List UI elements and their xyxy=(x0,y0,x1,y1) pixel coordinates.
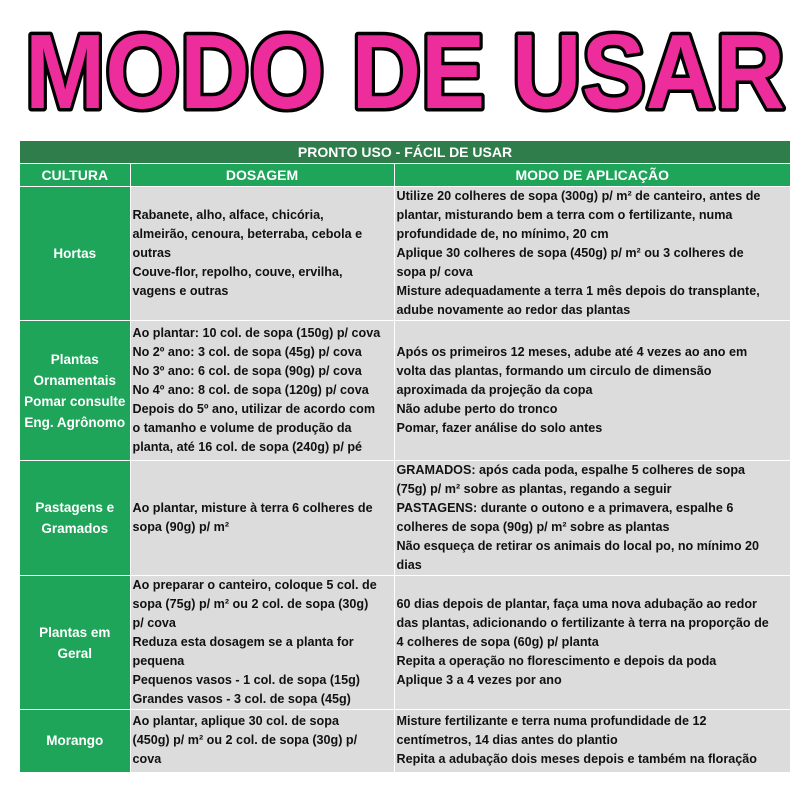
table-row xyxy=(20,461,790,576)
dosage-cell xyxy=(130,576,394,710)
culture-cell xyxy=(20,576,130,710)
culture-cell-line: Gramados xyxy=(41,521,109,536)
dosage-cell-line: o tamanho e volume de produção da xyxy=(132,421,352,435)
dosage-cell-line: p/ cova xyxy=(132,616,176,630)
application-cell-line: Não esqueça de retirar os animais do local po, no mínimo 20 xyxy=(396,539,760,553)
application-cell-line: Misture fertilizante e terra numa profundidade de 12 xyxy=(396,714,707,729)
dosage-cell-line: cova xyxy=(132,752,162,767)
dosage-cell-line: Pequenos vasos - 1 col. de sopa (15g) xyxy=(132,673,360,687)
table-row xyxy=(20,710,790,772)
application-cell-line: Após os primeiros 12 meses, adube até 4 vezes ao ano em xyxy=(396,345,748,359)
dosage-cell-line: outras xyxy=(132,246,171,260)
application-cell-line: (75g) p/ m² sobre as plantas, regando a seguir xyxy=(396,482,672,496)
application-cell-line: profundidade de, no mínimo, 20 cm xyxy=(396,227,609,241)
culture-cell xyxy=(20,461,130,576)
column-header-dosagem: DOSAGEM xyxy=(130,164,394,187)
application-cell-line: 4 colheres de sopa (60g) p/ planta xyxy=(396,635,599,649)
table-row xyxy=(20,576,790,710)
culture-cell-line: Geral xyxy=(57,645,93,661)
dosage-cell xyxy=(130,321,394,461)
table-row xyxy=(20,187,790,321)
culture-cell-line: Hortas xyxy=(53,246,97,261)
application-cell-line: adube novamente ao redor das plantas xyxy=(396,303,631,317)
column-header-modo-aplicacao: MODO DE APLICAÇÃO xyxy=(394,164,790,187)
page-title-text: MODO DE USAR xyxy=(25,22,785,122)
application-cell-line: aproximada da projeção da copa xyxy=(396,383,593,397)
culture-cell-line: Morango xyxy=(46,733,104,749)
table-body xyxy=(20,187,790,772)
culture-cell xyxy=(20,321,130,461)
application-cell xyxy=(394,187,790,321)
application-cell-line: dias xyxy=(396,558,422,572)
application-cell-line: Não adube perto do tronco xyxy=(396,402,558,416)
application-cell xyxy=(394,321,790,461)
column-header-cultura: CULTURA xyxy=(20,164,130,187)
application-cell-line: Repita a adubação dois meses depois e também na floração xyxy=(396,752,757,767)
dosage-cell-line: No 2º ano: 3 col. de sopa (45g) p/ cova xyxy=(132,345,362,359)
application-cell-line: Pomar, fazer análise do solo antes xyxy=(396,421,603,435)
application-cell-line: Utilize 20 colheres de sopa (300g) p/ m² de canteiro, antes de xyxy=(396,189,761,203)
application-cell xyxy=(394,576,790,710)
culture-cell-line: Pastagens e xyxy=(35,500,115,515)
dosage-cell-line: sopa (75g) p/ m² ou 2 col. de sopa (30g) xyxy=(132,597,369,611)
table-banner: PRONTO USO - FÁCIL DE USAR xyxy=(20,141,790,164)
culture-cell xyxy=(20,710,130,772)
dosage-cell-line: No 3º ano: 6 col. de sopa (90g) p/ cova xyxy=(132,364,362,378)
dosage-cell-line: planta, até 16 col. de sopa (240g) p/ pé xyxy=(132,440,363,454)
application-cell-line: GRAMADOS: após cada poda, espalhe 5 colheres de sopa xyxy=(396,463,746,477)
dosage-cell-line: Reduza esta dosagem se a planta for xyxy=(132,635,354,649)
culture-cell xyxy=(20,187,130,321)
culture-cell-line: Plantas em xyxy=(39,624,111,640)
dosage-cell-line: Grandes vasos - 3 col. de sopa (45g) xyxy=(132,692,351,706)
dosage-cell-line: No 4º ano: 8 col. de sopa (120g) p/ cova xyxy=(132,383,369,397)
page-title xyxy=(0,22,810,122)
dosage-cell-line: almeirão, cenoura, beterraba, cebola e xyxy=(132,227,363,241)
application-cell-line: centímetros, 14 dias antes do plantio xyxy=(396,733,618,748)
dosage-cell-line: Ao plantar, misture à terra 6 colheres de xyxy=(132,501,373,515)
application-cell-line: Repita a operação no florescimento e depois da poda xyxy=(396,654,717,668)
application-cell-line: colheres de sopa (90g) p/ m² sobre as plantas xyxy=(396,520,670,534)
dosage-cell-line: Couve-flor, repolho, couve, ervilha, xyxy=(132,265,343,279)
application-cell-line: sopa p/ cova xyxy=(396,265,473,279)
usage-table xyxy=(20,141,790,772)
application-cell-line: Misture adequadamente a terra 1 mês depois do transplante, xyxy=(396,284,760,298)
application-cell-line: volta das plantas, formando um circulo de dimensão xyxy=(396,364,712,378)
dosage-cell-line: Ao plantar, aplique 30 col. de sopa xyxy=(132,714,339,729)
culture-cell-line: Plantas xyxy=(50,351,99,367)
application-cell xyxy=(394,710,790,772)
application-cell xyxy=(394,461,790,576)
dosage-cell xyxy=(130,710,394,772)
application-cell-line: plantar, misturando bem a terra com o fertilizante, numa xyxy=(396,208,733,222)
dosage-cell-line: Ao preparar o canteiro, coloque 5 col. de xyxy=(132,578,377,592)
usage-table-container xyxy=(20,141,790,772)
application-cell-line: Aplique 3 a 4 vezes por ano xyxy=(396,673,562,687)
application-cell-line: das plantas, adicionando o fertilizante à terra na proporção de xyxy=(396,616,769,630)
dosage-cell-line: Depois do 5º ano, utilizar de acordo com xyxy=(132,402,376,416)
culture-cell-line: Ornamentais xyxy=(33,372,117,388)
culture-cell-line: Pomar consulte xyxy=(24,393,126,409)
dosage-cell-line: sopa (90g) p/ m² xyxy=(132,520,230,534)
dosage-cell-line: Ao plantar: 10 col. de sopa (150g) p/ cova xyxy=(132,326,381,340)
culture-cell-line: Eng. Agrônomo xyxy=(24,414,126,430)
dosage-cell xyxy=(130,461,394,576)
dosage-cell xyxy=(130,187,394,321)
dosage-cell-line: (450g) p/ m² ou 2 col. de sopa (30g) p/ xyxy=(132,733,358,748)
table-row xyxy=(20,321,790,461)
dosage-cell-line: pequena xyxy=(132,654,185,668)
application-cell-line: Aplique 30 colheres de sopa (450g) p/ m² ou 3 colheres de xyxy=(396,246,744,260)
dosage-cell-line: vagens e outras xyxy=(132,284,229,298)
dosage-cell-line: Rabanete, alho, alface, chicória, xyxy=(132,208,324,222)
application-cell-line: 60 dias depois de plantar, faça uma nova adubação ao redor xyxy=(396,597,757,611)
application-cell-line: PASTAGENS: durante o outono e a primavera, espalhe 6 xyxy=(396,501,734,515)
